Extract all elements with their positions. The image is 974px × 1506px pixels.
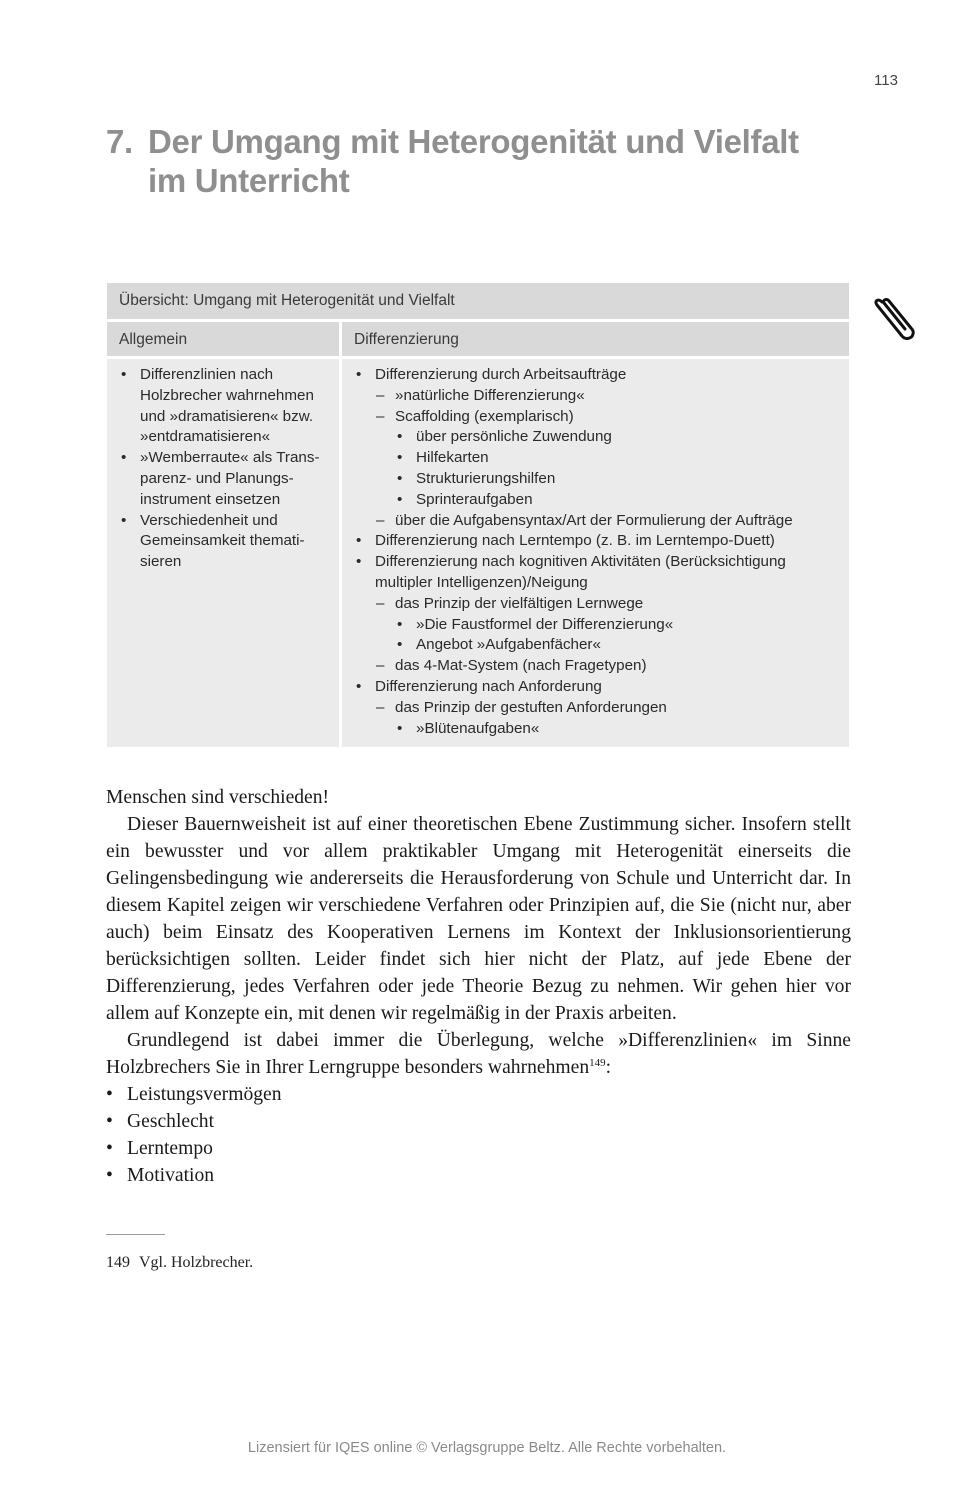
overview-table-body <box>107 359 849 747</box>
list-item <box>106 1081 851 1108</box>
table-list-item <box>354 719 837 740</box>
chapter-title-line-1: Der Umgang mit Heterogenität und Vielfalt <box>148 123 799 160</box>
table-list-item <box>119 427 327 448</box>
paragraph-1: Dieser Bauernweisheit ist auf einer theoretischen Ebene Zustimmung sicher. Insofern stellt ein bewusster und vor allem praktikabler Umgang mit Heterogenität einerseits die Gelingensbedingung wie andererseits die Herausforderung von Schule und Unterricht dar. In diesem Kapitel zeigen wir verschiedene Verfahren oder Prinzipien auf, die Sie (nicht nur, aber auch) beim Einsatz des Kooperativen Lernens im Kontext der Inklusionsorientierung berücksichtigen sollten. Leider findet sich hier nicht der Platz, auf jede Ebene der Differenzierung, jedes Verfahren oder jede Theorie Bezug zu nehmen. Wir gehen hier vor allem auf Konzepte ein, mit denen wir regelmäßig in der Praxis arbeiten. <box>106 814 851 1024</box>
table-list-item-text: Differenzierung durch Arbeitsaufträge <box>375 366 627 383</box>
table-list-item-text: »entdramatisieren« <box>140 428 271 446</box>
table-list-item-text: parenz- und Planungs- <box>140 469 294 487</box>
page-number: 113 <box>874 72 898 89</box>
bullet-icon: • <box>397 615 403 633</box>
table-list-item-text: Differenzlinien nach <box>140 366 274 383</box>
bullet-icon: • <box>106 1138 113 1159</box>
bullet-icon: • <box>397 469 403 487</box>
list-item-text: Leistungsvermögen <box>127 1084 282 1105</box>
table-list-item <box>119 469 327 490</box>
dash-marker-icon: – <box>376 511 385 529</box>
overview-table-header <box>107 322 849 359</box>
table-list-item-text: Holzbrecher wahrnehmen <box>140 386 314 404</box>
table-list-item <box>354 490 837 511</box>
table-list-item-text: über die Aufgabensyntax/Art der Formulierung der Aufträge <box>395 511 793 529</box>
table-list-item-text: Differenzierung nach Anforderung <box>375 677 602 695</box>
table-list-item <box>354 511 837 532</box>
table-list-item <box>354 656 837 677</box>
list-item <box>106 1162 851 1189</box>
table-list-item <box>354 469 837 490</box>
column-allgemein <box>107 359 342 747</box>
table-list-item-text: Hilfekarten <box>416 449 489 467</box>
bullet-icon: • <box>397 428 403 446</box>
table-list-item <box>119 552 327 573</box>
column-differenzierung <box>342 359 849 747</box>
chapter-number: 7. <box>106 123 133 160</box>
dash-marker-icon: – <box>376 594 385 612</box>
paperclip-icon <box>872 292 920 346</box>
paragraph-2-end: : <box>605 1057 612 1078</box>
paragraph-2-text: Grundlegend ist dabei immer die Überlegung, welche »Differenzlinien« im Sinne Holzbrechers Sie in Ihrer Lerngruppe besonders wahrnehmen <box>106 1030 851 1078</box>
table-list-item-text: Strukturierungshilfen <box>416 469 556 487</box>
list-item <box>106 1108 851 1135</box>
table-list-item <box>354 365 837 386</box>
list-item-text: Motivation <box>127 1165 215 1186</box>
bullet-icon: • <box>397 636 403 654</box>
overview-table-title: Übersicht: Umgang mit Heterogenität und Vielfalt <box>107 283 849 322</box>
table-list-item-text: »Die Faustformel der Differenzierung« <box>416 615 674 633</box>
table-list-item-text: Verschiedenheit und <box>140 511 278 529</box>
table-list-item <box>354 427 837 448</box>
bullet-icon: • <box>106 1165 113 1186</box>
license-footer: Lizensiert für IQES online © Verlagsgruppe Beltz. Alle Rechte vorbehalten. <box>247 1440 727 1456</box>
footnote-number: 149 <box>106 1254 130 1271</box>
chapter-title-line-2: im Unterricht <box>148 162 350 199</box>
table-list-item-text: multipler Intelligenzen)/Neigung <box>375 573 588 591</box>
table-list-item <box>354 594 837 615</box>
bullet-icon: • <box>356 553 362 571</box>
table-list-item-text: »natürliche Differenzierung« <box>395 386 585 404</box>
table-list-item-text: das Prinzip der vielfältigen Lernwege <box>395 594 644 612</box>
table-list-item <box>354 677 837 698</box>
table-list-item <box>354 448 837 469</box>
bullet-icon: • <box>397 490 403 508</box>
table-list-item <box>119 490 327 511</box>
paragraph-2 <box>106 1027 851 1081</box>
table-list-item-text: Differenzierung nach Lerntempo (z. B. im Lerntempo-Duett) <box>375 532 775 550</box>
bullet-icon: • <box>121 366 127 383</box>
table-list-item <box>119 511 327 532</box>
table-list-item <box>119 531 327 552</box>
table-list-item-text: das 4-Mat-System (nach Fragetypen) <box>395 657 647 675</box>
table-list-item-text: und »dramatisieren« bzw. <box>140 407 314 425</box>
table-list-item-text: Sprinteraufgaben <box>416 490 533 508</box>
dash-marker-icon: – <box>376 407 385 425</box>
table-list-item-text: Angebot »Aufgabenfächer« <box>416 636 601 654</box>
table-list-item-text: Gemeinsamkeit themati- <box>140 532 305 550</box>
bullet-icon: • <box>121 449 127 467</box>
footnote-ref[interactable]: 149 <box>589 1057 606 1069</box>
list-item <box>106 1135 851 1162</box>
table-list-item-text: »Wemberraute« als Trans- <box>140 449 320 467</box>
bullet-icon: • <box>397 719 403 737</box>
bullet-icon: • <box>356 532 362 550</box>
lead-sentence: Menschen sind verschieden! <box>106 787 330 808</box>
bullet-icon: • <box>356 677 362 695</box>
chapter-title <box>106 122 866 200</box>
bullet-icon: • <box>356 366 362 383</box>
table-list-item-text: instrument einsetzen <box>140 490 281 508</box>
table-list-item <box>354 531 837 552</box>
bullet-icon: • <box>121 511 127 529</box>
table-list-item-text: Differenzierung nach kognitiven Aktivitäten (Berücksichtigung <box>375 553 786 571</box>
table-list-item <box>119 448 327 469</box>
body-text <box>106 784 851 1189</box>
column-header-differenzierung: Differenzierung <box>342 322 849 356</box>
table-list-item <box>354 386 837 407</box>
bullet-icon: • <box>106 1111 113 1132</box>
footnote-divider <box>106 1234 165 1235</box>
table-list-item-text: sieren <box>140 553 182 571</box>
differenzlinien-list <box>106 1081 851 1189</box>
table-list-item <box>119 407 327 428</box>
dash-marker-icon: – <box>376 386 385 404</box>
table-list-item <box>354 407 837 428</box>
list-item-text: Geschlecht <box>127 1111 215 1132</box>
overview-table <box>107 283 849 747</box>
table-list-item-text: Scaffolding (exemplarisch) <box>395 407 574 425</box>
footnote-text: Vgl. Holzbrecher. <box>139 1254 254 1271</box>
table-list-item <box>354 635 837 656</box>
footnote <box>106 1254 253 1272</box>
table-list-item <box>354 698 837 719</box>
dash-marker-icon: – <box>376 657 385 675</box>
dash-marker-icon: – <box>376 698 385 716</box>
table-list-item <box>119 365 327 386</box>
table-list-item <box>119 386 327 407</box>
column-header-allgemein: Allgemein <box>107 322 342 356</box>
table-list-item-text: über persönliche Zuwendung <box>416 428 612 446</box>
bullet-icon: • <box>397 449 403 467</box>
bullet-icon: • <box>106 1084 113 1105</box>
table-list-item <box>354 552 837 573</box>
table-list-item <box>354 573 837 594</box>
list-item-text: Lerntempo <box>127 1138 213 1159</box>
table-list-item-text: das Prinzip der gestuften Anforderungen <box>395 698 667 716</box>
table-list-item-text: »Blütenaufgaben« <box>416 719 540 737</box>
table-list-item <box>354 615 837 636</box>
